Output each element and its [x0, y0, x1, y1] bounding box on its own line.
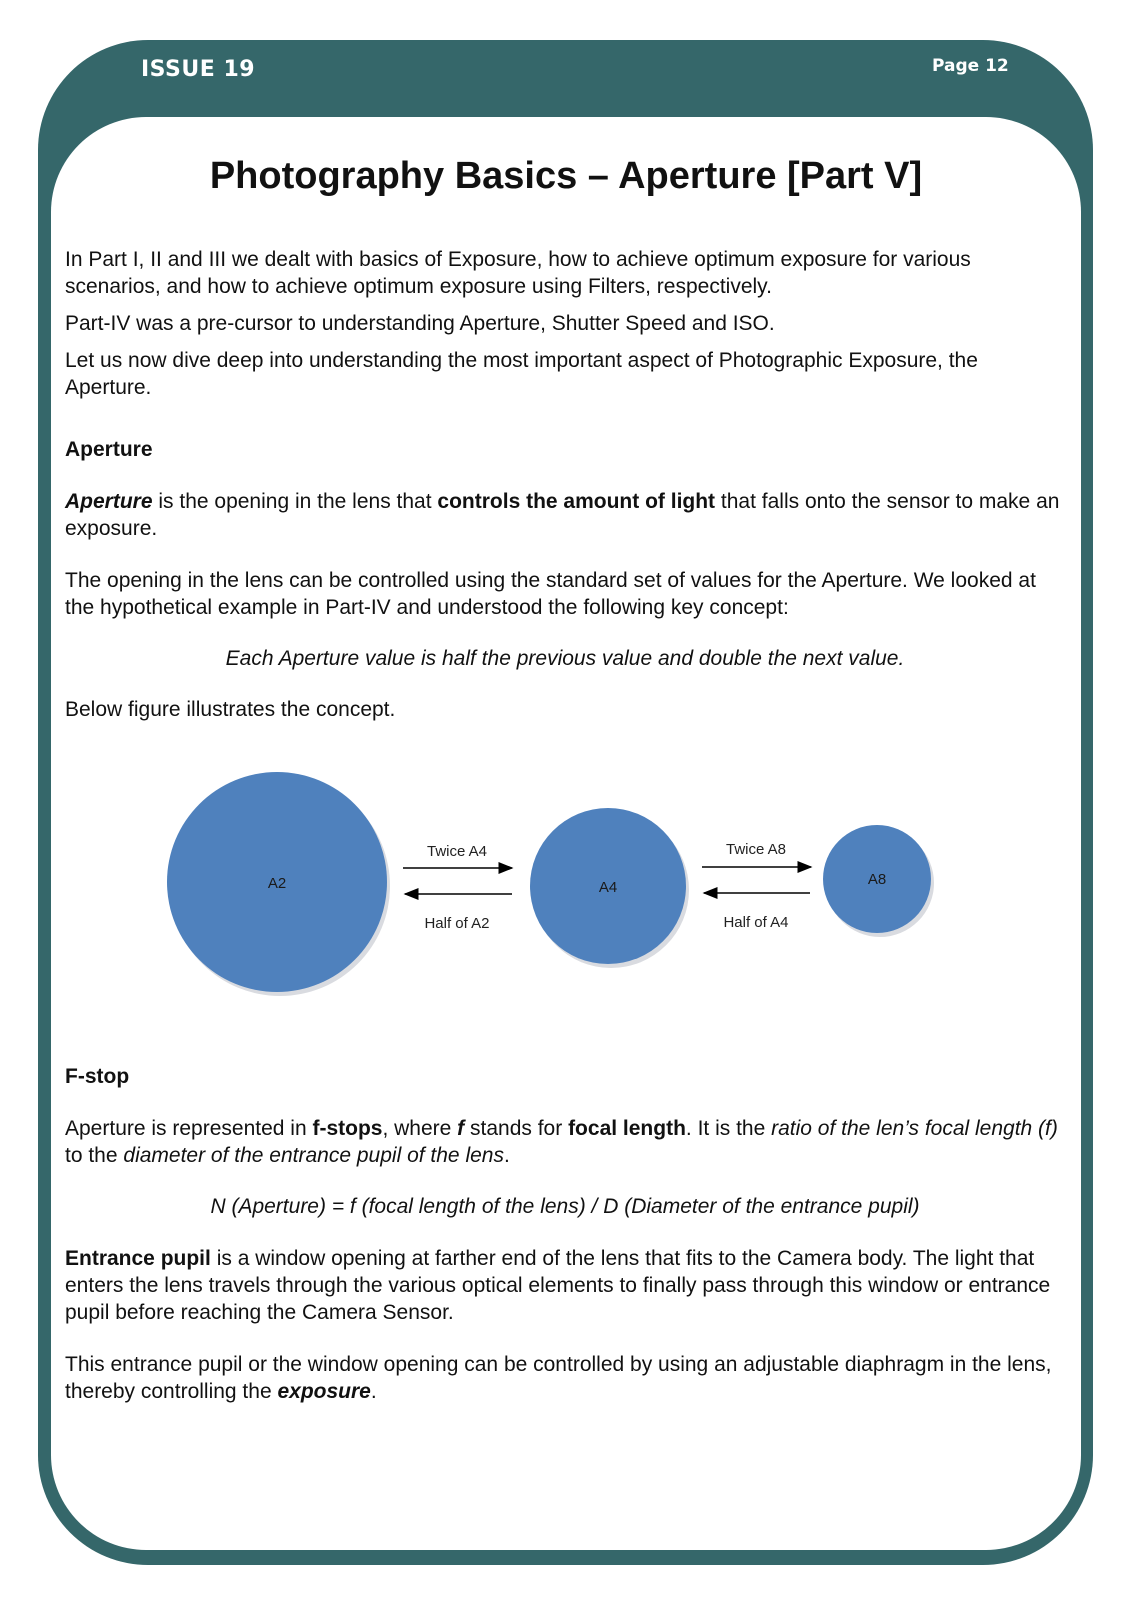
key-concept: Each Aperture value is half the previous value and double the next value.: [225, 647, 905, 670]
closing-paragraph: This entrance pupil or the window opening can be controlled by using an adjustable diaphragm in the lens, thereby controlling the exposure.: [65, 1353, 1052, 1403]
aperture-term: Aperture: [65, 490, 153, 513]
aperture-diagram: [150, 770, 970, 1030]
intro-paragraph-3: Let us now dive deep into understanding the most important aspect of Photographic Exposure, the Aperture.: [65, 349, 978, 399]
aperture-figure: [150, 770, 970, 1030]
aperture-heading: Aperture: [65, 438, 153, 461]
figure-intro: Below figure illustrates the concept.: [65, 698, 396, 721]
circle-a2-label: A2: [267, 875, 287, 892]
fstop-heading: F-stop: [65, 1065, 130, 1088]
article-body: [65, 246, 1065, 723]
intro-paragraph-2: Part-IV was a pre-cursor to understanding Aperture, Shutter Speed and ISO.: [65, 312, 775, 335]
fstop-section: [65, 1063, 1065, 1405]
entrance-pupil-paragraph: Entrance pupil is a window opening at farther end of the lens that fits to the Camera body. The light that enters the lens travels through the various optical elements to finally pass through this window or entrance pupil before reaching the Camera Sensor.: [65, 1247, 1051, 1324]
arrow1-top-label: Twice A4: [426, 843, 488, 860]
issue-label: ISSUE 19: [141, 57, 256, 82]
page-number: Page 12: [932, 56, 1009, 76]
intro-paragraph-1: In Part I, II and III we dealt with basics of Exposure, how to achieve optimum exposure for various scenarios, and how to achieve optimum exposure using Filters, respectively.: [65, 248, 971, 298]
arrow2-bottom-label: Half of A4: [723, 914, 789, 931]
aperture-definition: Aperture is the opening in the lens that controls the amount of light that falls onto the sensor to make an exposure.: [65, 490, 1060, 540]
arrow1-bottom-label: Half of A2: [424, 915, 490, 932]
fstop-formula: N (Aperture) = f (focal length of the lens) / D (Diameter of the entrance pupil): [210, 1195, 920, 1218]
aperture-paragraph: The opening in the lens can be controlled using the standard set of values for the Aperture. We looked at the hypothetical example in Part-IV and understood the following key concept:: [65, 569, 1036, 619]
arrow2-top-label: Twice A8: [725, 841, 787, 858]
fstop-paragraph: Aperture is represented in f-stops, where f stands for focal length. It is the ratio of the len’s focal length (f) to the diameter of the entrance pupil of the lens.: [65, 1117, 1058, 1167]
article-title: Photography Basics – Aperture [Part V]: [209, 155, 923, 197]
circle-a8-label: A8: [867, 871, 887, 888]
circle-a4-label: A4: [598, 879, 618, 896]
